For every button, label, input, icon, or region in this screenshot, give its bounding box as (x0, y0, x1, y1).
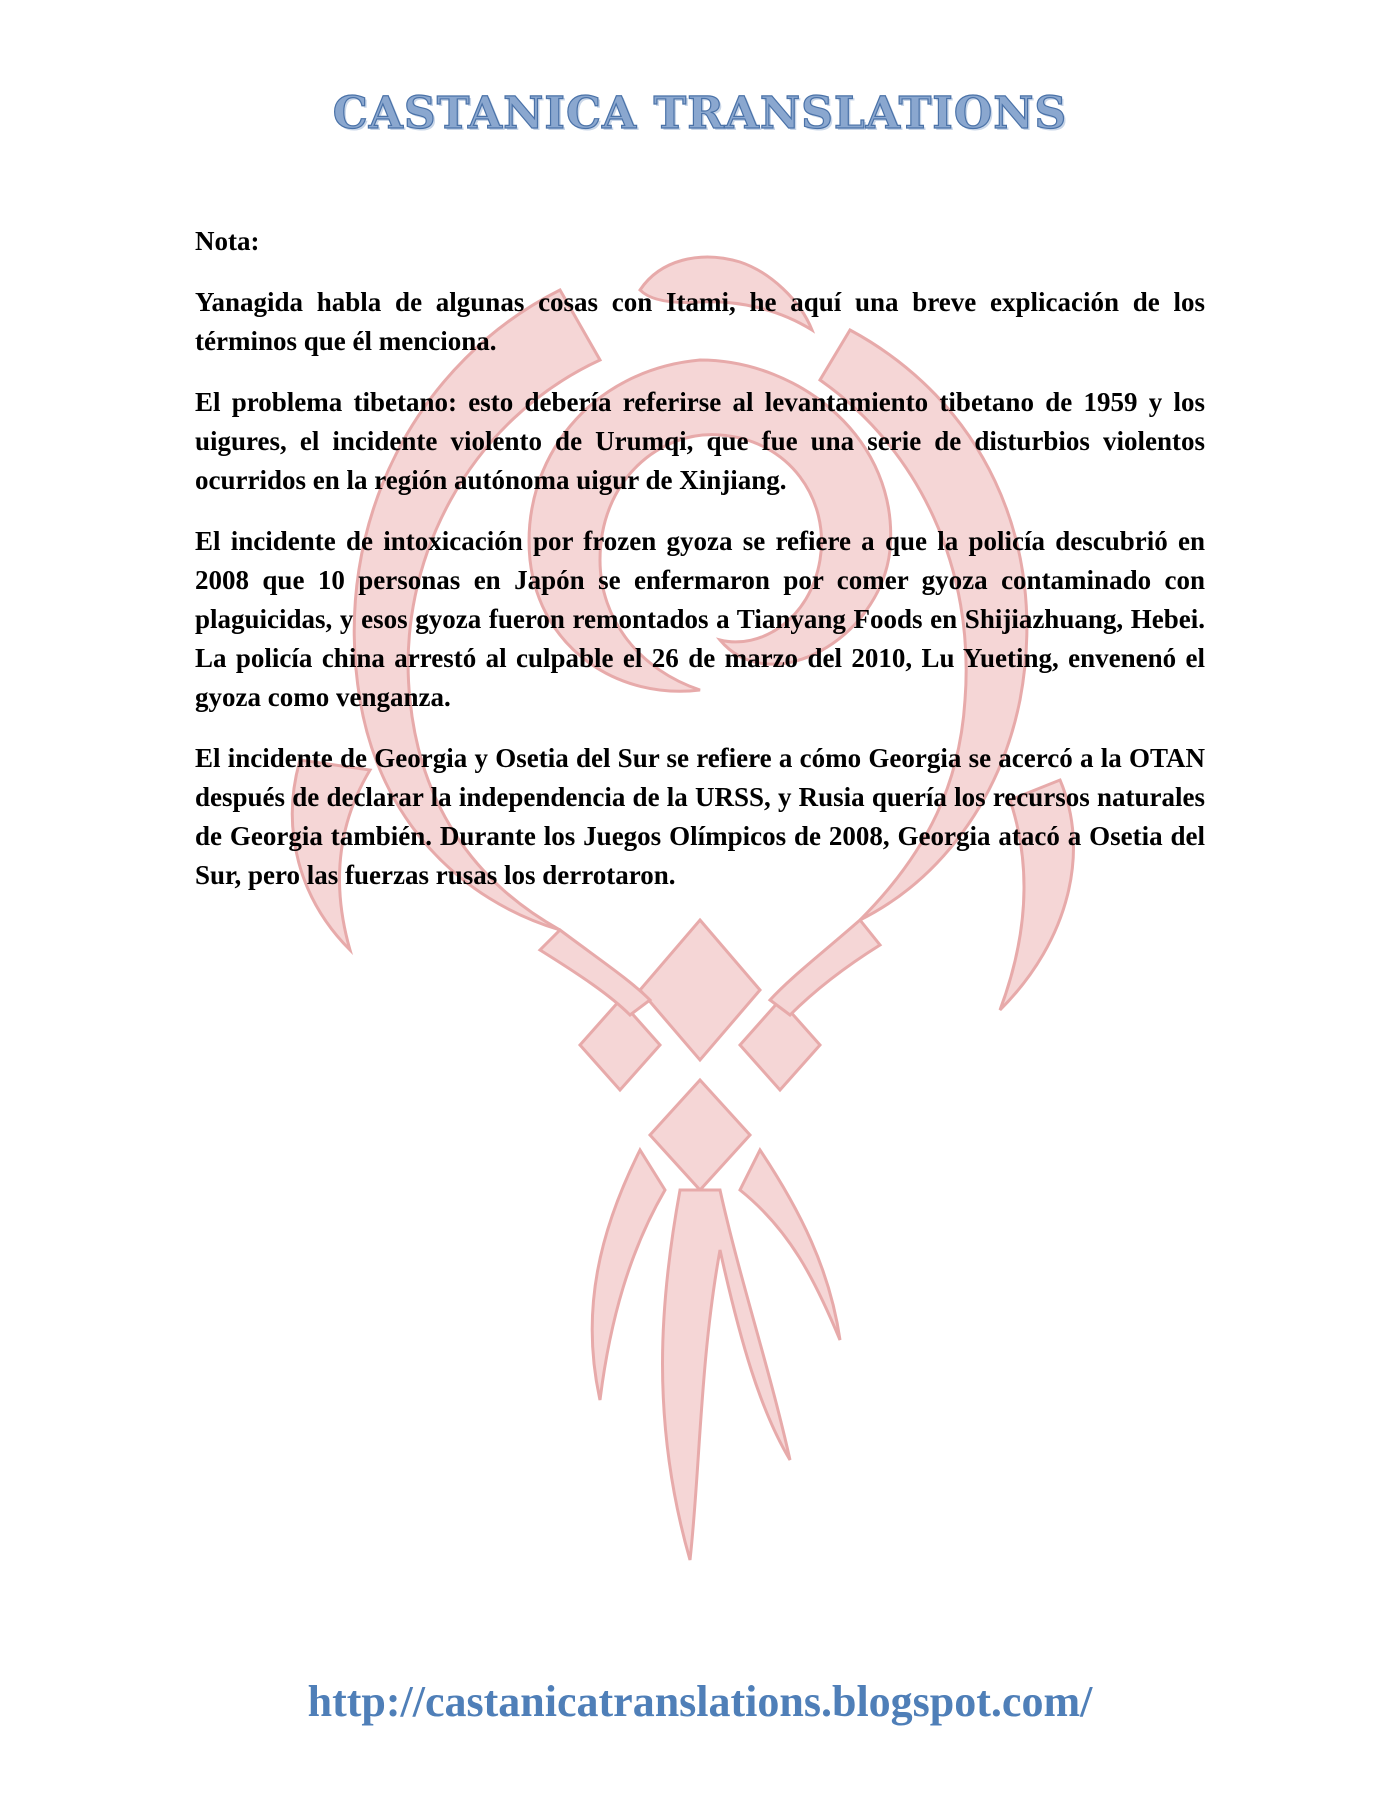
note-paragraph-tibet: El problema tibetano: esto debería referirse al levantamiento tibetano de 1959 y los uigures, el incidente violento de Urumqi, que fue una serie de disturbios violentos ocurridos en la región autónoma uigur de Xinjiang. (195, 387, 1205, 495)
note-paragraph-georgia: El incidente de Georgia y Osetia del Sur se refiere a cómo Georgia se acercó a la OTAN después de declarar la independencia de la URSS, y Rusia quería los recursos naturales de Georgia también. Durante los Juegos Olímpicos de 2008, Georgia atacó a Osetia del Sur, pero las fuerzas rusas los derrotaron. (195, 743, 1205, 890)
note-paragraph-intro: Yanagida habla de algunas cosas con Itami, he aquí una breve explicación de los términos que él menciona. (195, 287, 1205, 356)
blog-url-link[interactable]: http://castanicatranslations.blogspot.com/ (307, 1677, 1093, 1726)
site-title: CASTANICA TRANSLATIONS (332, 88, 1068, 139)
note-paragraph-gyoza: El incidente de intoxicación por frozen gyoza se refiere a que la policía descubrió en 2008 que 10 personas en Japón se enfermaron por comer gyoza contaminado con plaguicidas, y esos gyoza fueron remontados a Tianyang Foods en Shijiazhuang, Hebei. La policía china arrestó al culpable el 26 de marzo del 2010, Lu Yueting, envenenó el gyoza como venganza. (195, 526, 1205, 712)
translator-note (195, 222, 1205, 917)
note-label: Nota: (195, 226, 260, 256)
